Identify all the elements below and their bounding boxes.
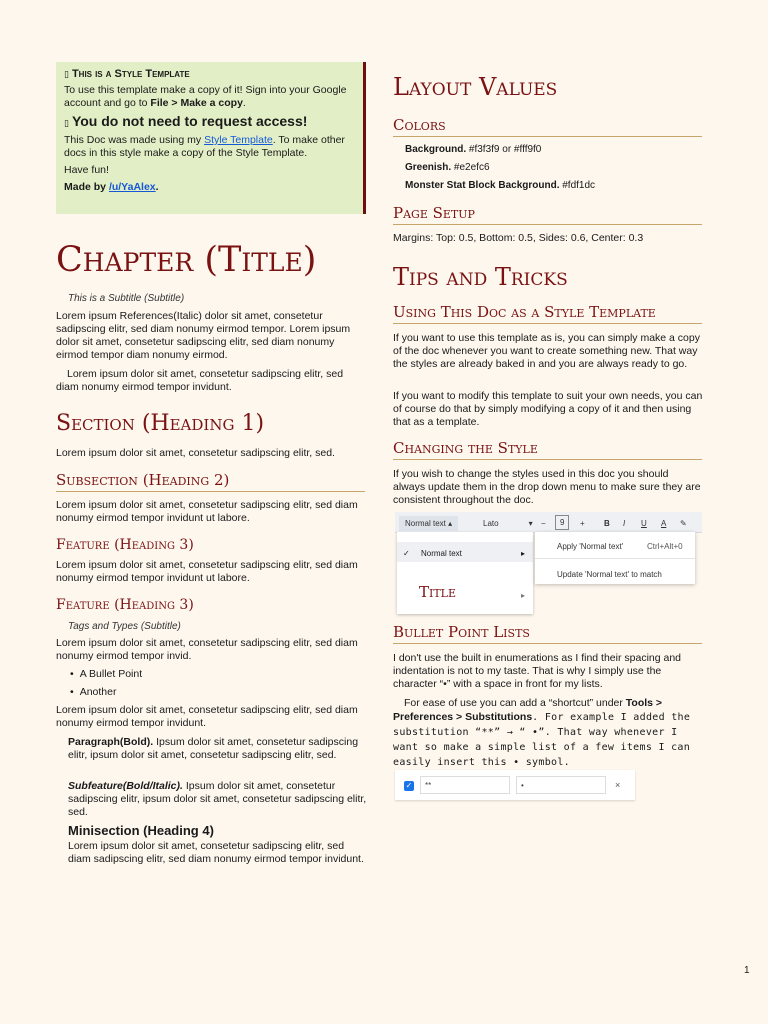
made-by: Made by /u/YaAlex. [64,181,159,193]
author-link[interactable]: /u/YaAlex [108,181,156,193]
page-setup-heading: Page Setup [393,204,702,225]
body-paragraph: Lorem ipsum dolor sit amet, consetetur sadipscing elitr, sed diam nonumy eirmod tempor invidunt ut labore. [56,559,358,584]
checkbox[interactable]: ✓ [405,781,413,790]
substitution-instructions: For ease of use you can add a “shortcut” under Tools > Preferences > Substitutions. For example I added the substitution “**” → “ •”. That way whenever I want so make a simple list of a few items I can easily insert this • symbol. [393,697,691,768]
text-color-button[interactable]: A [661,519,667,528]
note-title: This is a Style Template [71,68,190,80]
body-paragraph: I don't use the built in enumerations as I find their spacing and indentation is not to my taste. That is why I simply use the character “•” with a space in front for my lists. [393,652,682,690]
note-instructions: To use this template make a copy of it! Sign into your Google account and go to File > Make a copy. [64,84,347,109]
body-paragraph: Lorem ipsum dolor sit amet, consetetur sadipscing elitr, sed diam nonumy eirmod tempor invidunt. [56,368,344,393]
toolbar [395,512,702,533]
apply-shortcut: Ctrl+Alt+0 [647,542,683,551]
tips-heading: Tips and Tricks [393,263,568,291]
note-template-text: This Doc was made using my Style Template. To make other docs in this style make a copy of the Style Template. [64,134,345,159]
underline-button[interactable]: U [641,519,647,528]
check-icon: ✓ [403,549,410,558]
layout-values-heading: Layout Values [393,73,558,101]
color-greenish: Greenish. #e2efc6 [405,162,490,173]
caret-down-icon: ▾ [528,519,533,528]
list-item: • Another [70,686,117,698]
style-menu [397,532,533,614]
bullet-icon: • [70,686,74,698]
margins-text: Margins: Top: 0.5, Bottom: 0.5, Sides: 0.6, Center: 0.3 [393,232,644,244]
font-dropdown[interactable]: Lato ▾ [483,519,533,528]
note-box [56,62,366,214]
bold-paragraph: Paragraph(Bold). Ipsum dolor sit amet, consetetur sadipscing elitr, ipsum dolor sit amet, consetetur sadipscing elitr, sed. [68,736,359,761]
close-icon[interactable]: × [615,780,621,790]
decrease-size-button[interactable]: − [541,519,546,528]
bookmark-icon: ▯ [64,118,69,128]
bookmark-icon: ▯ [64,69,69,79]
colors-heading: Colors [393,116,702,137]
body-paragraph: Lorem ipsum dolor sit amet, consetetur sadipscing elitr, sed diam nonumy eirmod tempor invidunt. [56,704,358,729]
subfeature-paragraph: Subfeature(Bold/Italic). Ipsum dolor sit amet, consetetur sadipscing elitr, ipsum dolor sit amet, consetetur sadipscing elitr, sed. [68,780,367,818]
body-paragraph: If you want to modify this template to suit your own needs, you can of course do that by simply modifying a copy of it and then using that as a template. [393,390,703,428]
page-number: 1 [744,965,750,976]
using-template-heading: Using This Doc as a Style Template [393,303,702,324]
body-paragraph: Lorem ipsum dolor sit amet, consetetur sadipscing elitr, sed diam nonumy eirmod tempor invid. [56,637,358,662]
minisection-heading: Minisection (Heading 4) [68,823,214,838]
list-item: • A Bullet Point [70,668,143,680]
replace-field[interactable]: ** [420,776,510,794]
caret-up-icon: ▴ [448,519,453,528]
highlight-pen-icon[interactable]: ✎ [680,519,687,528]
chevron-right-icon: ▸ [521,591,526,600]
feature-heading: Feature (Heading 3) [56,597,194,613]
increase-size-button[interactable]: + [580,519,585,528]
body-paragraph: Lorem ipsum dolor sit amet, consetetur sadipscing elitr, sed diam sadipscing elitr, sed diam nonumy eirmod tempor invidunt. [68,840,364,865]
bullet-icon: • [70,668,74,680]
body-paragraph: Lorem ipsum dolor sit amet, consetetur sadipscing elitr, sed. [56,447,335,459]
style-dropdown[interactable]: Normal text ▴ [399,516,458,531]
toolbar-screenshot [395,512,702,616]
italic-button[interactable]: I [623,519,626,528]
color-background: Background. #f3f3f9 or #fff9f0 [405,144,542,155]
update-style-item[interactable]: Update 'Normal text' to match [557,570,662,579]
subtitle: This is a Subtitle (Subtitle) [68,293,185,304]
section-heading: Section (Heading 1) [56,411,265,436]
menu-item-normal-text[interactable]: ✓ Normal text ▸ [397,542,533,562]
style-submenu [535,532,695,584]
body-paragraph: If you wish to change the styles used in this doc you should always update them in the drop down menu to make sure they are consistent throughout the doc. [393,468,701,506]
note-heading: You do not need to request access! [71,113,308,129]
body-paragraph: Lorem ipsum References(Italic) dolor sit amet, consetetur sadipscing elitr, sed diam nonumy eirmod tempor. Lorem ipsum dolor sit amet, consetetur sadipscing elitr, sed diam nonumy eirmod tempor diam nonumy eirmod. [56,310,351,361]
bullet-lists-heading: Bullet Point Lists [393,623,702,644]
chapter-title: Chapter (Title) [56,240,317,280]
tags-subtitle: Tags and Types (Subtitle) [68,621,181,632]
body-paragraph: Lorem ipsum dolor sit amet, consetetur sadipscing elitr, sed diam nonumy eirmod tempor invidunt ut labore. [56,499,358,524]
changing-style-heading: Changing the Style [393,439,702,460]
style-template-link[interactable]: Style Template [204,134,273,146]
substitution-row [395,770,635,800]
menu-item-title[interactable]: Title [419,583,457,601]
font-size-input[interactable]: 9 [555,515,569,530]
chevron-right-icon: ▸ [521,549,526,558]
subsection-heading: Subsection (Heading 2) [56,471,365,492]
feature-heading: Feature (Heading 3) [56,537,194,553]
note-have-fun: Have fun! [64,164,109,176]
body-paragraph: If you want to use this template as is, you can simply make a copy of the doc whenever you want to create something new. That way the styles are already baked in and you are always ready to go. [393,332,700,370]
color-monster: Monster Stat Block Background. #fdf1dc [405,180,596,191]
bold-button[interactable]: B [604,519,610,528]
with-field[interactable]: • [516,776,606,794]
apply-style-item[interactable]: Apply 'Normal text' [557,542,624,551]
